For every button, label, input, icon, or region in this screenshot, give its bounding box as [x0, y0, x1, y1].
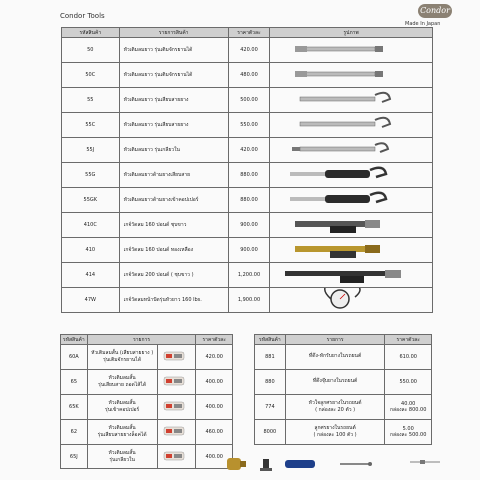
dial-gauge-icon — [270, 306, 420, 312]
accessories-price-table — [60, 334, 233, 469]
table-row — [255, 345, 432, 370]
header-price: ราคาตัวละ — [196, 335, 233, 345]
product-name — [285, 419, 385, 444]
product-name — [285, 394, 385, 419]
product-price: 1,900.00 — [228, 288, 269, 313]
product-price — [385, 369, 432, 394]
brass-coupler-icon — [227, 458, 246, 470]
product-name-line1: หัวเติมลมสั้น (เสียบสายยาง ) — [91, 349, 154, 356]
table-row — [62, 138, 433, 163]
product-name — [285, 345, 385, 370]
table-row — [62, 213, 433, 238]
header-code: รหัสสินค้า — [62, 28, 120, 38]
table-row — [61, 394, 233, 419]
product-code: 410 — [62, 238, 120, 263]
table-row — [61, 345, 233, 370]
product-code: 55 — [62, 88, 120, 113]
product-image — [270, 88, 433, 113]
product-image — [157, 419, 196, 444]
product-name: หัวเติมลมยาว รุ่นเติมจักรยานได้ — [119, 63, 228, 88]
product-name-line1: ที่ดึง-ทักรับยางในรถยนต์ — [308, 353, 362, 360]
metal-pin-icon — [340, 462, 372, 466]
product-price — [385, 419, 432, 444]
product-name: หัวเติมลมยาว รุ่นเกลียวใน — [119, 138, 228, 163]
unit-price: 40.00 — [401, 400, 416, 407]
table-row — [62, 188, 433, 213]
table-row — [62, 88, 433, 113]
product-image — [270, 238, 433, 263]
product-name — [87, 345, 157, 370]
product-price — [385, 345, 432, 370]
product-name — [87, 419, 157, 444]
product-code: 55G — [62, 163, 120, 188]
table-row — [62, 238, 433, 263]
table-header-row — [255, 335, 432, 345]
product-name-line1: หัวเติมลมสั้น — [108, 449, 136, 456]
rubber-grip-gauge-icon — [270, 206, 420, 212]
product-image — [270, 63, 433, 88]
product-name-line1: หัวเติมลมสั้น — [108, 424, 136, 431]
product-name: เกจ์วัดลม 200 ปอนด์ ( ชุบขาว ) — [119, 263, 228, 288]
hose-chuck-gauge-icon — [270, 131, 420, 137]
product-code: 55J — [62, 138, 120, 163]
product-code: 880 — [255, 369, 286, 394]
main-price-table — [61, 27, 433, 313]
product-code: 881 — [255, 345, 286, 370]
product-image — [270, 38, 433, 63]
product-name-line2: รุ่นเข้าคอปเปอร์ — [105, 406, 140, 413]
long-inflator-gauge-icon — [270, 281, 420, 287]
table-row — [255, 394, 432, 419]
table-row — [61, 419, 233, 444]
header-name: รายการ — [87, 335, 196, 345]
product-image — [270, 188, 433, 213]
made-in-label: Made In Japan — [405, 21, 441, 27]
table-row — [62, 288, 433, 313]
product-name: หัวเติมลมยาว รุ่นเสียบสายยาง — [119, 113, 228, 138]
product-name-line1: ที่ดึงจุ๊บยางในรถยนต์ — [312, 378, 358, 385]
product-name: เกจ์วัดลม 160 ปอนด์ ทองเหลือง — [119, 238, 228, 263]
table-header-row — [62, 28, 433, 38]
table-header-row — [61, 335, 233, 345]
valve-core-icon — [410, 460, 440, 464]
product-name — [87, 369, 157, 394]
chrome-inflator-gauge-icon — [270, 231, 420, 237]
header-name: รายการ — [285, 335, 385, 345]
unit-price: 610.00 — [399, 353, 417, 360]
product-name: เกจ์วัดลมหน้าปัดรุ่นหัวยาว 160 lbs. — [119, 288, 228, 313]
table-row — [61, 444, 233, 469]
product-price: 1,200.00 — [228, 263, 269, 288]
short-chuck-icon — [158, 437, 190, 443]
product-name-line2: ( กล่องละ 20 ตัว ) — [315, 406, 356, 413]
product-name: หัวเติมลมยาวด้ามยางเข้าคอปเปอร์ — [119, 188, 228, 213]
table-row — [255, 419, 432, 444]
product-price: 500.00 — [228, 88, 269, 113]
product-name-line2: รุ่นเสียบสาย ถอดไส้ได้ — [98, 381, 147, 388]
product-name-line2: รุ่นเกลียวใน — [109, 456, 135, 463]
short-chuck-icon — [158, 362, 190, 368]
page-title: Condor Tools — [60, 12, 105, 20]
product-image — [157, 444, 196, 469]
threaded-chuck-gauge-icon — [270, 156, 420, 162]
unit-price: 5.00 — [402, 425, 414, 432]
product-name — [285, 369, 385, 394]
product-code: 55GK — [62, 188, 120, 213]
product-image — [270, 213, 433, 238]
product-price: 550.00 — [228, 113, 269, 138]
brass-inflator-gauge-icon — [270, 256, 420, 262]
table-row — [62, 263, 433, 288]
bottom-accessories-strip — [225, 450, 475, 480]
product-name-line2: ( กล่องละ 100 ตัว ) — [313, 431, 357, 438]
product-name: หัวเติมลมยาว รุ่นเสียบสายยาง — [119, 88, 228, 113]
product-code: 65J — [61, 444, 88, 469]
header-code: รหัสสินค้า — [61, 335, 88, 345]
rubber-grip-gauge-icon — [270, 181, 420, 187]
header-image: รูปภาพ — [270, 28, 433, 38]
hose-chuck-gauge-icon — [270, 106, 420, 112]
product-name-line1: หัวใจลูกศรยางในรถยนต์ — [308, 399, 362, 406]
short-chuck-icon — [158, 387, 190, 393]
product-image — [157, 345, 196, 370]
product-price: 420.00 — [228, 38, 269, 63]
table-row — [62, 163, 433, 188]
header-code: รหัสสินค้า — [255, 335, 286, 345]
table-row — [62, 113, 433, 138]
product-code: 65K — [61, 394, 88, 419]
product-price: 900.00 — [228, 238, 269, 263]
header-price: ราคาตัวละ — [385, 335, 432, 345]
product-code: 65 — [61, 369, 88, 394]
product-price: 480.00 — [228, 63, 269, 88]
product-name: หัวเติมลมยาวด้ามยางเสียบสาย — [119, 163, 228, 188]
product-code: 50C — [62, 63, 120, 88]
product-price: 400.00 — [196, 369, 233, 394]
product-image — [157, 369, 196, 394]
blue-handle-icon — [285, 460, 315, 468]
product-image — [157, 394, 196, 419]
table-row — [62, 38, 433, 63]
tools-price-table — [254, 334, 432, 445]
product-code: 410C — [62, 213, 120, 238]
product-price: 880.00 — [228, 188, 269, 213]
product-code: 414 — [62, 263, 120, 288]
product-name: หัวเติมลมยาว รุ่นเติมจักรยานได้ — [119, 38, 228, 63]
box-price: กล่องละ 800.00 — [390, 406, 427, 413]
product-price: 420.00 — [228, 138, 269, 163]
product-price: 900.00 — [228, 213, 269, 238]
product-price: 420.00 — [196, 345, 233, 370]
table-row — [62, 63, 433, 88]
product-image — [270, 288, 433, 313]
product-code: 60A — [61, 345, 88, 370]
product-price: 880.00 — [228, 163, 269, 188]
table-row — [255, 369, 432, 394]
product-name — [87, 444, 157, 469]
short-chuck-icon — [158, 462, 190, 468]
product-image — [270, 138, 433, 163]
product-price: 460.00 — [196, 419, 233, 444]
product-image — [270, 163, 433, 188]
product-name-line1: หัวเติมลมสั้น — [108, 374, 136, 381]
product-price: 400.00 — [196, 444, 233, 469]
product-name-line2: รุ่นเสียบสายยางล็อคได้ — [97, 431, 147, 438]
product-code: 774 — [255, 394, 286, 419]
straight-chuck-gauge-icon — [270, 56, 420, 62]
table-row — [61, 369, 233, 394]
product-code: 55C — [62, 113, 120, 138]
product-name: เกจ์วัดลม 160 ปอนด์ ชุบขาว — [119, 213, 228, 238]
header-name: รายการสินค้า — [119, 28, 228, 38]
short-chuck-icon — [158, 412, 190, 418]
box-price: กล่องละ 500.00 — [390, 431, 427, 438]
product-name-line1: หัวเติมลมสั้น — [108, 399, 136, 406]
unit-price: 550.00 — [399, 378, 417, 385]
product-name-line2: รุ่นเติมจักรยานได้ — [103, 356, 142, 363]
product-price: 400.00 — [196, 394, 233, 419]
black-nozzle-icon — [260, 459, 272, 471]
product-name — [87, 394, 157, 419]
product-code: 50 — [62, 38, 120, 63]
product-code: 8000 — [255, 419, 286, 444]
straight-chuck-gauge-icon — [270, 81, 420, 87]
product-price — [385, 394, 432, 419]
product-image — [270, 113, 433, 138]
header-price: ราคาตัวละ — [228, 28, 269, 38]
product-name-line1: ลูกศรยางในรถยนต์ — [314, 424, 356, 431]
product-code: 62 — [61, 419, 88, 444]
condor-logo: Condor — [418, 4, 452, 18]
product-code: 47W — [62, 288, 120, 313]
product-image — [270, 263, 433, 288]
